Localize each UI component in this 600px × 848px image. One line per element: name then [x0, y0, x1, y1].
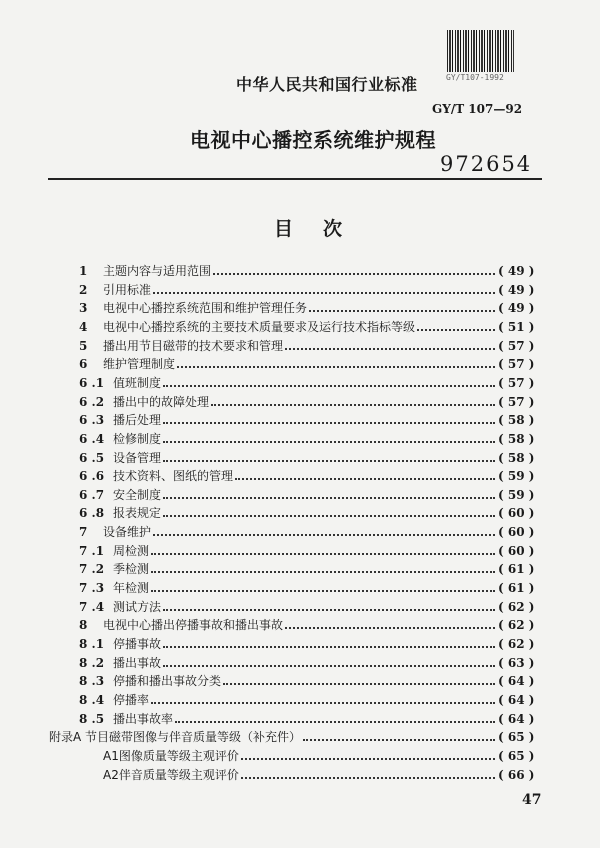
- dot-leader: [285, 627, 495, 629]
- dot-leader: [211, 404, 495, 406]
- toc-entry-number: 6 .8: [79, 506, 105, 521]
- toc-entry-title: A1图像质量等级主观评价: [103, 748, 239, 763]
- toc-entry-title: 播出事故率: [113, 711, 174, 726]
- toc-entry-title: 停播率: [113, 692, 150, 707]
- toc-entry-page: ( 57 ): [498, 357, 535, 372]
- toc-entry[interactable]: [0, 579, 600, 597]
- toc-entry-title: 测试方法: [113, 599, 162, 614]
- dot-leader: [163, 515, 495, 517]
- toc-entry-title: 播出事故: [113, 655, 162, 670]
- dot-leader: [163, 646, 495, 648]
- toc-entry-page: ( 61 ): [498, 581, 535, 596]
- toc-entry-title: 电视中心播出停播事故和播出事故: [103, 618, 284, 633]
- toc-entry-number: 6: [79, 357, 88, 372]
- page-number: 47: [522, 792, 542, 808]
- toc-entry-number: 6 .5: [79, 450, 105, 465]
- toc-entry-number: 7 .4: [79, 599, 105, 614]
- toc-entry[interactable]: [0, 728, 600, 746]
- dot-leader: [163, 460, 495, 462]
- toc-entry-page: ( 60 ): [498, 543, 535, 558]
- toc-entry-number: 7: [79, 525, 88, 540]
- toc-entry-page: ( 57 ): [498, 338, 535, 353]
- dot-leader: [163, 609, 495, 611]
- toc-entry-number: 6 .3: [79, 413, 105, 428]
- toc-entry-number: 8 .5: [79, 711, 105, 726]
- toc-entry-page: ( 60 ): [498, 525, 535, 540]
- dot-leader: [241, 777, 495, 779]
- toc-entry[interactable]: [0, 355, 600, 373]
- toc-entry-page: ( 58 ): [498, 413, 535, 428]
- toc-entry-number: 8 .2: [79, 655, 105, 670]
- toc-entry[interactable]: [0, 691, 600, 709]
- dot-leader: [235, 478, 495, 480]
- toc-entry[interactable]: [0, 766, 600, 784]
- toc-entry-page: ( 62 ): [498, 618, 535, 633]
- toc-entry-number: 2: [79, 282, 88, 297]
- toc-entry-title: A2伴音质量等级主观评价: [103, 767, 239, 782]
- toc-entry-page: ( 62 ): [498, 637, 535, 651]
- toc-entry-title: 主题内容与适用范围: [103, 264, 212, 278]
- toc-entry-title: 引用标准: [103, 282, 152, 297]
- dot-leader: [163, 385, 495, 387]
- organization-heading: 中华人民共和国行业标准: [236, 75, 418, 94]
- toc-entry-title: 停播事故: [113, 637, 162, 651]
- toc-entry-page: ( 58 ): [498, 450, 535, 465]
- toc-entry[interactable]: [0, 504, 600, 522]
- toc-entry-number: 1: [79, 264, 88, 278]
- toc-entry-number: 7 .3: [79, 581, 105, 596]
- toc-entry-title: 技术资料、图纸的管理: [113, 469, 234, 484]
- dot-leader: [163, 665, 495, 667]
- toc-entry[interactable]: [0, 430, 600, 448]
- toc-entry-title: 播出用节目磁带的技术要求和管理: [103, 338, 284, 353]
- toc-entry[interactable]: [0, 318, 600, 336]
- toc-entry-page: ( 65 ): [498, 730, 535, 745]
- toc-entry-number: 6 .1: [79, 375, 105, 390]
- toc-entry-title: 维护管理制度: [103, 357, 176, 372]
- toc-entry[interactable]: [0, 747, 600, 765]
- toc-entry-page: ( 64 ): [498, 711, 535, 726]
- toc-entry[interactable]: [0, 523, 600, 541]
- toc-entry-number: 7 .2: [79, 562, 105, 577]
- toc-entry[interactable]: [0, 299, 600, 317]
- toc-entry-title: 设备管理: [113, 450, 162, 465]
- toc-entry[interactable]: [0, 262, 600, 280]
- dot-leader: [213, 273, 495, 275]
- toc-entry[interactable]: [0, 542, 600, 560]
- dot-leader: [285, 348, 495, 350]
- toc-entry[interactable]: [0, 337, 600, 355]
- dot-leader: [163, 441, 495, 443]
- dot-leader: [177, 366, 495, 368]
- standard-code: GY/T 107—92: [432, 102, 523, 116]
- toc-entry[interactable]: [0, 411, 600, 429]
- toc-entry-page: ( 62 ): [498, 599, 535, 614]
- toc-entry-title: 设备维护: [103, 525, 152, 540]
- toc-entry-title: 播后处理: [113, 413, 162, 428]
- dot-leader: [309, 310, 495, 312]
- toc-entry-title: 电视中心播控系统范围和维护管理任务: [103, 301, 308, 316]
- dot-leader: [241, 758, 495, 760]
- dot-leader: [153, 534, 495, 536]
- toc-entry-page: ( 64 ): [498, 692, 535, 707]
- dot-leader: [151, 571, 495, 573]
- toc-entry-page: ( 65 ): [498, 748, 535, 763]
- toc-entry-title: 季检测: [113, 562, 150, 577]
- toc-entry-title: 安全制度: [113, 487, 162, 502]
- toc-entry-page: ( 49 ): [498, 282, 535, 297]
- toc-entry-page: ( 57 ): [498, 394, 535, 409]
- toc-entry[interactable]: [0, 486, 600, 504]
- toc-entry[interactable]: [0, 598, 600, 616]
- toc-heading: 目次: [274, 218, 373, 240]
- toc-entry[interactable]: [0, 449, 600, 467]
- toc-entry-page: ( 60 ): [498, 506, 535, 521]
- toc-entry[interactable]: [0, 616, 600, 634]
- toc-entry-number: 6 .7: [79, 487, 105, 502]
- dot-leader: [163, 422, 495, 424]
- toc-entry[interactable]: [0, 635, 600, 653]
- toc-entry[interactable]: [0, 374, 600, 392]
- toc-entry[interactable]: [0, 710, 600, 728]
- dot-leader: [303, 739, 495, 741]
- toc-entry-page: ( 51 ): [498, 319, 535, 334]
- dot-leader: [417, 329, 495, 331]
- toc-entry-number: 3: [79, 301, 88, 316]
- toc-entry-number: 7 .1: [79, 543, 105, 558]
- toc-entry[interactable]: [0, 672, 600, 690]
- dot-leader: [223, 683, 495, 685]
- toc-entry-number: 6 .2: [79, 394, 105, 409]
- dot-leader: [175, 721, 495, 723]
- toc-entry-page: ( 63 ): [498, 655, 535, 670]
- toc-entry[interactable]: [0, 393, 600, 411]
- toc-entry-page: ( 57 ): [498, 375, 535, 390]
- toc-entry-title: 值班制度: [113, 375, 162, 390]
- toc-entry-number: 8: [79, 618, 88, 633]
- toc-entry[interactable]: [0, 560, 600, 578]
- toc-entry-number: 4: [79, 319, 88, 334]
- toc-entry-number: 8 .4: [79, 692, 105, 707]
- toc-entry-page: ( 59 ): [498, 487, 535, 502]
- toc-entry-title: 附录A 节目磁带图像与伴音质量等级（补充件）: [49, 730, 302, 745]
- barcode-text: GY/T107-1992: [446, 73, 504, 82]
- toc-entry-page: ( 49 ): [498, 264, 535, 278]
- toc-entry-number: 8 .1: [79, 637, 105, 651]
- toc-entry[interactable]: [0, 281, 600, 299]
- toc-entry-page: ( 59 ): [498, 469, 535, 484]
- toc-entry-number: 8 .3: [79, 674, 105, 689]
- dot-leader: [151, 702, 495, 704]
- dot-leader: [153, 292, 495, 294]
- toc-entry[interactable]: [0, 654, 600, 672]
- serial-number: 972654: [440, 152, 533, 176]
- dot-leader: [151, 553, 495, 555]
- toc-entry-title: 年检测: [113, 581, 150, 596]
- toc-entry-page: ( 64 ): [498, 674, 535, 689]
- toc-entry-title: 报表规定: [113, 506, 162, 521]
- toc-entry-title: 电视中心播控系统的主要技术质量要求及运行技术指标等级: [103, 319, 416, 334]
- toc-entry-number: 6 .4: [79, 431, 105, 446]
- dot-leader: [151, 590, 495, 592]
- document-title: 电视中心播控系统维护规程: [190, 128, 436, 152]
- barcode: [447, 30, 514, 72]
- toc-entry[interactable]: [0, 467, 600, 485]
- toc-entry-title: 周检测: [113, 543, 150, 558]
- toc-entry-title: 播出中的故障处理: [113, 394, 210, 409]
- toc-entry-page: ( 61 ): [498, 562, 535, 577]
- toc-entry-page: ( 58 ): [498, 431, 535, 446]
- toc-entry-title: 停播和播出事故分类: [113, 674, 222, 689]
- toc-entry-page: ( 66 ): [498, 767, 535, 782]
- toc-entry-title: 检修制度: [113, 431, 162, 446]
- toc-entry-page: ( 49 ): [498, 301, 535, 316]
- header-divider: [48, 178, 542, 180]
- toc-entry-number: 6 .6: [79, 469, 105, 484]
- toc-entry-number: 5: [79, 338, 88, 353]
- dot-leader: [163, 497, 495, 499]
